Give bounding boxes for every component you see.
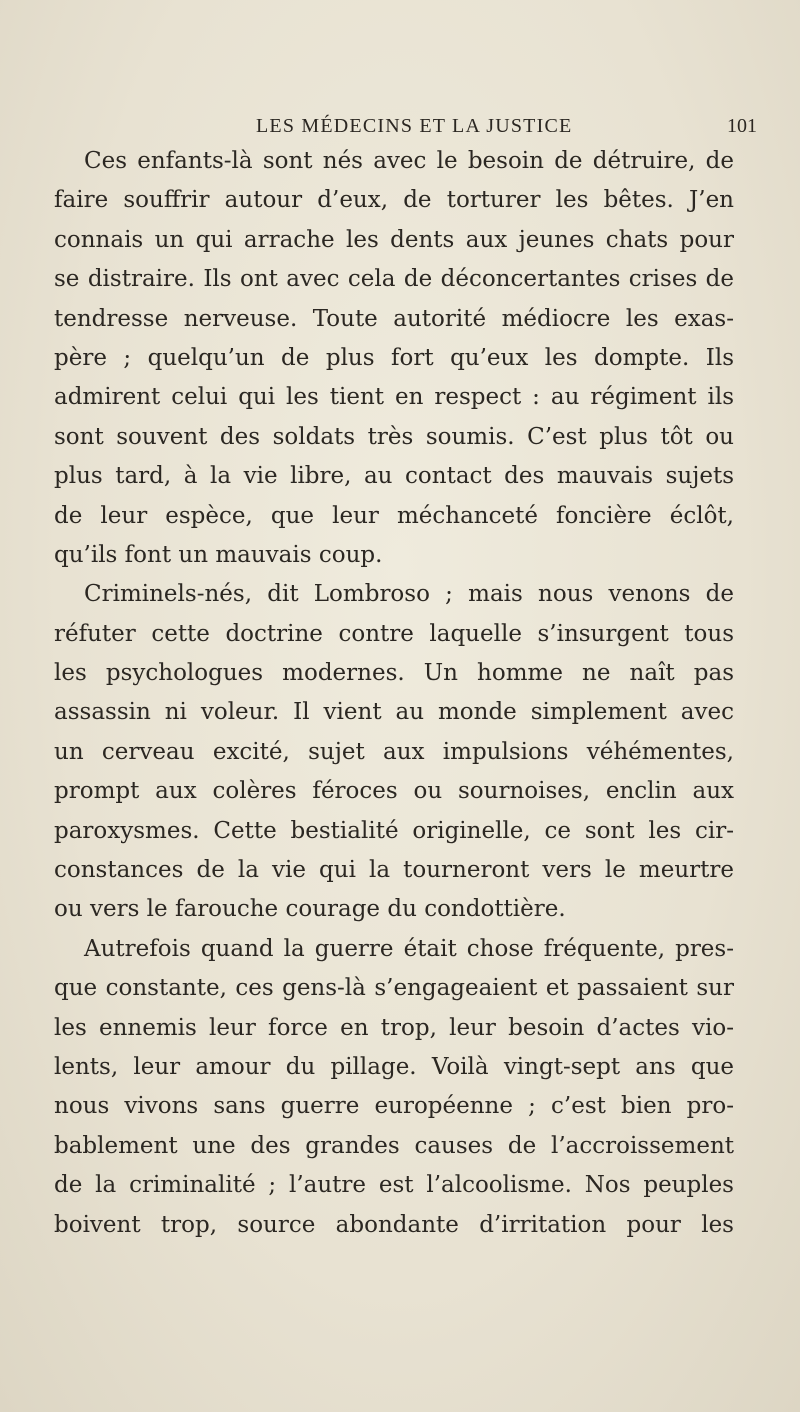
paragraph-1 bbox=[54, 142, 734, 575]
text-line: de la criminalité ; l’autre est l’alcoolisme. Nos peuples bbox=[54, 1172, 734, 1199]
running-head bbox=[0, 115, 800, 145]
text-line: réfuter cette doctrine contre laquelle s’insurgent tous bbox=[54, 620, 734, 647]
text-line: bablement une des grandes causes de l’accroissement bbox=[54, 1132, 734, 1159]
text-line: Ces enfants-là sont nés avec le besoin de détruire, de bbox=[84, 148, 734, 174]
text-line: connais un qui arrache les dents aux jeunes chats pour bbox=[54, 226, 734, 253]
body-text bbox=[54, 142, 734, 1245]
text-line: prompt aux colères féroces ou sournoises, enclin aux bbox=[54, 778, 734, 805]
text-line: paroxysmes. Cette bestialité originelle, ce sont les cir- bbox=[54, 817, 734, 844]
text-line: nous vivons sans guerre européenne ; c’est bien pro- bbox=[54, 1093, 734, 1120]
text-line: sont souvent des soldats très soumis. C’est plus tôt ou bbox=[54, 423, 734, 450]
text-line: que constante, ces gens-là s’engageaient et passaient sur bbox=[54, 975, 734, 1002]
paragraph-3 bbox=[54, 930, 734, 1245]
text-line: qu’ils font un mauvais coup. bbox=[54, 541, 383, 568]
text-line: se distraire. Ils ont avec cela de déconcertantes crises de bbox=[54, 266, 734, 293]
text-line: constances de la vie qui la tourneront vers le meurtre bbox=[54, 857, 734, 884]
text-line: Autrefois quand la guerre était chose fréquente, pres- bbox=[84, 935, 734, 962]
text-line: Criminels-nés, dit Lombroso ; mais nous venons de bbox=[84, 581, 734, 608]
text-line: faire souffrir autour d’eux, de torturer les bêtes. J’en bbox=[54, 187, 734, 214]
text-line: lents, leur amour du pillage. Voilà vingt-sept ans que bbox=[54, 1053, 734, 1080]
text-line: les ennemis leur force en trop, leur besoin d’actes vio- bbox=[54, 1014, 734, 1041]
page-number: 101 bbox=[727, 115, 757, 137]
text-line: tendresse nerveuse. Toute autorité médiocre les exas- bbox=[54, 305, 734, 332]
text-line: boivent trop, source abondante d’irritation pour les bbox=[54, 1211, 734, 1238]
text-line: admirent celui qui les tient en respect : au régiment ils bbox=[54, 384, 734, 411]
text-line: ou vers le farouche courage du condottière. bbox=[54, 896, 566, 923]
text-line: un cerveau excité, sujet aux impulsions véhémentes, bbox=[54, 738, 734, 765]
paragraph-2 bbox=[54, 575, 734, 930]
text-line: plus tard, à la vie libre, au contact des mauvais sujets bbox=[54, 463, 734, 490]
text-line: les psychologues modernes. Un homme ne naît pas bbox=[54, 660, 734, 687]
text-line: père ; quelqu’un de plus fort qu’eux les dompte. Ils bbox=[54, 344, 734, 371]
text-line: de leur espèce, que leur méchanceté foncière éclôt, bbox=[54, 502, 734, 529]
running-title: LES MÉDECINS ET LA JUSTICE bbox=[256, 115, 573, 137]
text-line: assassin ni voleur. Il vient au monde simplement avec bbox=[54, 699, 734, 726]
